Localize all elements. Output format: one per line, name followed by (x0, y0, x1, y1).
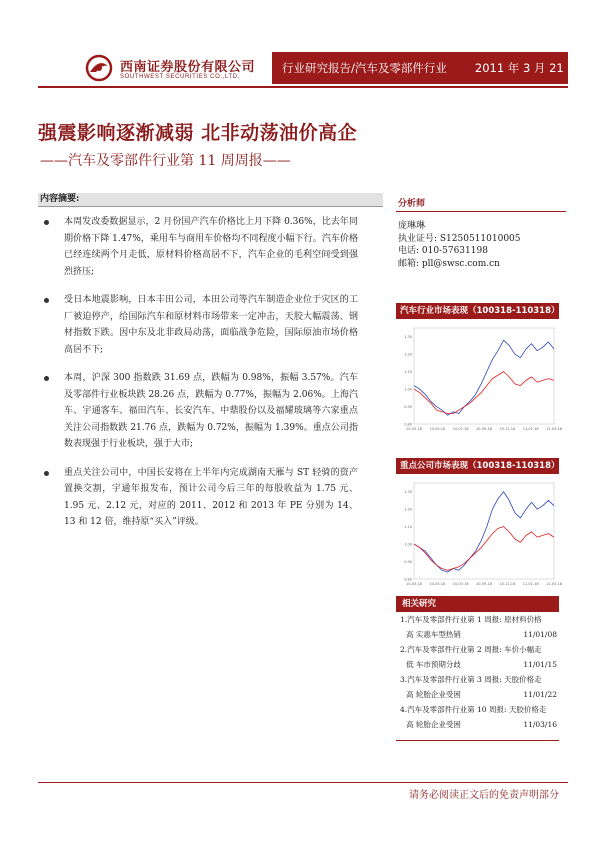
page-subtitle: ——汽车及零部件行业第 11 周周报—— (40, 153, 291, 169)
bullet-text: 重点关注公司中，中国长安将在上半年内完成湖南天雁与 ST 轻骑的资产置换交割，宇通年报发布，预计公司今后三年的每股收益为 1.75 元、1.95 元、2.12 元，对应的 2011、2012 和 2013 年 PE 分别为 14、13 和 12 倍，维持原“买入”评级。 (64, 467, 358, 527)
summary-bullet (40, 292, 358, 358)
x-tick-label: 10-11-18 (499, 427, 516, 431)
related-title: 2.汽车及零部件行业第 2 周报: 车价小幅走 (400, 645, 542, 654)
summary-bullet (40, 465, 358, 531)
x-tick-label: 10-03-18 (406, 427, 422, 431)
company-logo-icon (84, 54, 114, 82)
plot-frame (414, 328, 554, 424)
x-tick-label: 10-09-18 (476, 582, 492, 586)
x-tick-label: 10-07-18 (452, 427, 469, 431)
series-line-0 (414, 492, 554, 572)
x-tick-label: 10-05-18 (429, 582, 446, 586)
y-tick-label: 0.80 (404, 577, 412, 582)
footer-disclaimer: 请务必阅读正文后的免责声明部分 (409, 790, 559, 801)
analyst-phone: 电话: 010-57631198 (398, 246, 488, 256)
report-date: 2011 年 3 月 21 日 (474, 61, 579, 75)
analyst-email[interactable]: 邮箱: pll@swsc.com.cn (398, 258, 500, 269)
related-item[interactable] (400, 672, 557, 702)
y-tick-label: 0.80 (404, 422, 412, 427)
related-title: 3.汽车及零部件行业第 3 周报: 天胶价格走 (400, 675, 542, 684)
company-name-en: SOUTHWEST SECURITIES CO.,LTD. (120, 74, 240, 80)
x-tick-label: 10-05-18 (429, 427, 446, 431)
company-name-cn: 西南证券股份有限公司 (120, 60, 256, 75)
x-tick-label: 11-03-18 (546, 427, 562, 431)
summary-heading: 内容摘要: (38, 193, 383, 206)
summary-bullet (40, 370, 358, 453)
company-performance-chart (396, 475, 562, 593)
bullet-text: 本周，沪深 300 指数跌 31.69 点，跌幅为 0.98%，振幅 3.57%。汽车及零部件行业板块跌 28.26 点，跌幅为 0.77%，振幅为 2.06%。上海汽车、宇通客车、福田汽车、长安汽车、中鼎股份以及福耀玻璃等六家重点关注公司指数跌 21.76 点，跌幅为 0.72%，振幅为 1.39%。重点公司指数表现强于行业板块，强于大市; (64, 373, 358, 449)
y-tick-label: 1.10 (404, 370, 412, 375)
page-title: 强震影响逐渐减弱 北非动荡油价高企 (38, 122, 358, 144)
y-tick-label: 0.90 (404, 560, 412, 565)
x-tick-label: 11-01-18 (522, 427, 539, 431)
x-tick-label: 10-11-18 (499, 582, 516, 586)
bullet-icon (44, 220, 49, 225)
plot-frame (414, 483, 554, 579)
footer-divider (38, 782, 568, 783)
market-chart-heading: 汽车行业市场表现（100318-110318） (396, 303, 559, 319)
related-title: 1.汽车及零部件行业第 1 周报: 原材料价格 (400, 615, 542, 624)
y-tick-label: 1.20 (404, 507, 412, 512)
related-date: 11/01/22 (523, 690, 557, 699)
x-tick-label: 10-07-18 (452, 582, 469, 586)
x-tick-label: 10-03-18 (406, 582, 422, 586)
summary-list (40, 214, 358, 543)
related-item[interactable] (400, 642, 557, 672)
related-title-cont: 高 实惠车型热销 (406, 630, 461, 639)
header-banner (272, 52, 579, 84)
header-divider (38, 86, 568, 88)
report-type: 行业研究报告/汽车及零部件行业 (282, 61, 447, 75)
analyst-license: 执业证号: S1250511010005 (398, 233, 521, 244)
analyst-divider (396, 211, 566, 212)
x-tick-label: 11-03-18 (546, 582, 562, 586)
bullet-icon (44, 376, 49, 381)
summary-bullet (40, 214, 358, 280)
x-tick-label: 11-01-18 (522, 582, 539, 586)
analyst-heading: 分析师 (398, 199, 426, 209)
related-date: 11/01/15 (523, 660, 557, 669)
related-title-cont: 高 轮胎企业受困 (406, 690, 461, 699)
related-title-cont: 高 轮胎企业受困 (406, 720, 461, 729)
y-tick-label: 1.30 (404, 335, 412, 340)
y-tick-label: 0.90 (404, 405, 412, 410)
related-item[interactable] (400, 702, 557, 732)
bullet-text: 受日本地震影响，日本丰田公司，本田公司等汽车制造企业位于灾区的工厂被迫停产，给国际汽车和原材料市场带来一定冲击，天胶大幅震荡、钢材指数下跌。因中东及北非政局动荡，面临战争危险，国际原油市场价格高居不下; (64, 295, 358, 355)
related-heading: 相关研究 (396, 596, 559, 612)
related-title-cont: 低 车市预期分歧 (406, 660, 461, 669)
y-tick-label: 1.30 (404, 490, 412, 495)
bullet-text: 本周发改委数据显示，2 月份国产汽车价格比上月下降 0.36%，比去年同期价格下降 1.47%，乘用车与商用车价格均不同程度小幅下行。汽车价格已经连续两个月走低，原材料价格高居不下，汽车企业的毛利空间受到强烈挤压; (64, 217, 358, 277)
company-chart-heading: 重点公司市场表现（100318-110318） (396, 458, 559, 474)
x-tick-label: 10-09-18 (476, 427, 492, 431)
bullet-icon (44, 471, 49, 476)
summary-divider (38, 206, 383, 207)
related-date: 11/03/16 (523, 720, 557, 729)
y-tick-label: 1.20 (404, 352, 412, 357)
market-performance-chart (396, 320, 562, 438)
related-date: 11/01/08 (523, 630, 557, 639)
related-divider (396, 740, 559, 741)
related-item[interactable] (400, 612, 557, 642)
analyst-name: 庞琳琳 (398, 221, 426, 231)
y-tick-label: 1.10 (404, 525, 412, 530)
bullet-icon (44, 298, 49, 303)
related-list (400, 612, 557, 732)
analyst-info (398, 220, 521, 270)
y-tick-label: 1.00 (404, 387, 412, 392)
related-title: 4.汽车及零部件行业第 10 周报: 天胶价格走 (400, 705, 547, 714)
y-tick-label: 1.00 (404, 542, 412, 547)
